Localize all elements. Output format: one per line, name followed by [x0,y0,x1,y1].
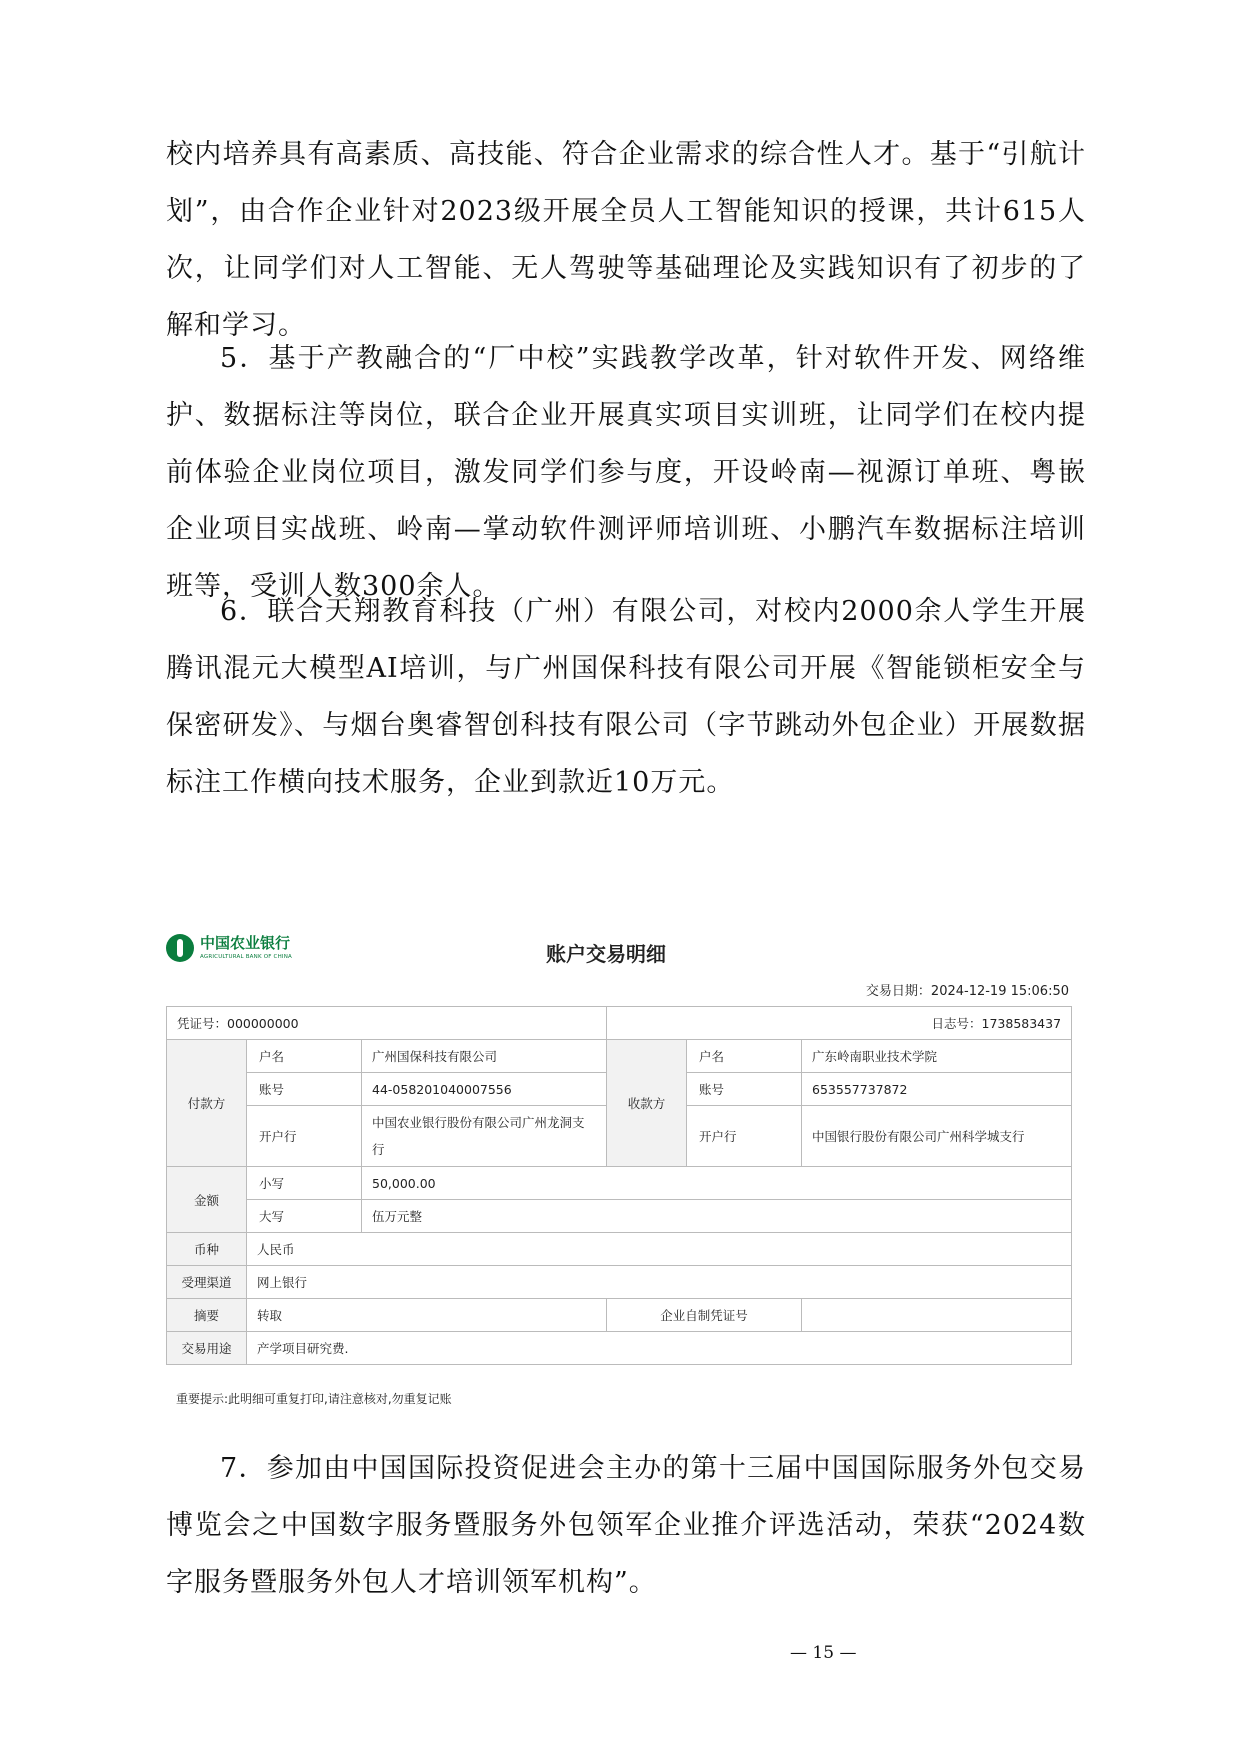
amount-lower-label: 小写 [247,1167,362,1200]
table-row [167,1040,1072,1073]
summary-label: 摘要 [167,1299,247,1332]
purpose: 产学项目研究费. [247,1332,1072,1365]
amount-lower: 50,000.00 [362,1167,1072,1200]
table-row [167,1200,1072,1233]
channel: 网上银行 [247,1266,1072,1299]
paragraph-item-7: 7．参加由中国国际投资促进会主办的第十三届中国国际服务外包交易博览会之中国数字服务暨服务外包领军企业推介评选活动，荣获“2024数字服务暨服务外包人才培训领军机构”。 [166,1453,1086,1598]
payer-bank-label: 开户行 [247,1106,362,1167]
receipt-note: 重要提示:此明细可重复打印,请注意核对,勿重复记账 [176,1392,452,1406]
receipt-title: 账户交易明细 [546,942,666,966]
bank-logo [166,932,336,972]
bank-name: 中国农业银行 [200,934,291,952]
log-number: 日志号：1738583437 [607,1007,1072,1040]
payee-name-label: 户名 [687,1040,802,1073]
currency: 人民币 [247,1233,1072,1266]
payer-name: 广州国保科技有限公司 [362,1040,607,1073]
payer-bank: 中国农业银行股份有限公司广州龙洞支行 [362,1106,607,1167]
channel-label: 受理渠道 [167,1266,247,1299]
enterprise-voucher-label: 企业自制凭证号 [607,1299,802,1332]
payee-bank-label: 开户行 [687,1106,802,1167]
table-row [167,1007,1072,1040]
table-row [167,1266,1072,1299]
trade-date: 交易日期：2024-12-19 15:06:50 [865,984,1069,999]
table-row [167,1233,1072,1266]
table-row [167,1167,1072,1200]
payee-label: 收款方 [607,1040,687,1167]
paragraph-item-5: 5．基于产教融合的“厂中校”实践教学改革，针对软件开发、网络维护、数据标注等岗位，联合企业开展真实项目实训班，让同学们在校内提前体验企业岗位项目，激发同学们参与度，开设岭南—视源订单班、粤嵌企业项目实战班、岭南—掌动软件测评师培训班、小鹏汽车数据标注培训班等，受训人数300余人。 [166,343,1086,602]
summary: 转取 [247,1299,607,1332]
payee-bank: 中国银行股份有限公司广州科学城支行 [802,1106,1072,1167]
amount-upper-label: 大写 [247,1200,362,1233]
table-row [167,1332,1072,1365]
bank-transaction-receipt [166,928,1071,1408]
bank-name-en: AGRICULTURAL BANK OF CHINA [200,954,293,960]
purpose-label: 交易用途 [167,1332,247,1365]
payee-name: 广东岭南职业技术学院 [802,1040,1072,1073]
table-row [167,1299,1072,1332]
paragraph-training: 校内培养具有高素质、高技能、符合企业需求的综合性人才。基于“引航计划”，由合作企业针对2023级开展全员人工智能知识的授课，共计615人次，让同学们对人工智能、无人驾驶等基础理论及实践知识有了初步的了解和学习。 [166,139,1086,341]
payer-label: 付款方 [167,1040,247,1167]
page-number: — 15 — [790,1643,857,1663]
enterprise-voucher [802,1299,1072,1332]
voucher-number: 凭证号：000000000 [167,1007,607,1040]
amount-upper: 伍万元整 [362,1200,1072,1233]
abc-logo-icon [166,934,194,962]
payer-account: 44-058201040007556 [362,1073,607,1106]
currency-label: 币种 [167,1233,247,1266]
amount-label: 金额 [167,1167,247,1233]
payee-account-label: 账号 [687,1073,802,1106]
payer-account-label: 账号 [247,1073,362,1106]
payee-account: 653557737872 [802,1073,1072,1106]
payer-name-label: 户名 [247,1040,362,1073]
paragraph-item-6: 6．联合天翔教育科技（广州）有限公司，对校内2000余人学生开展腾讯混元大模型AI培训，与广州国保科技有限公司开展《智能锁柜安全与保密研发》、与烟台奥睿智创科技有限公司（字节跳动外包企业）开展数据标注工作横向技术服务，企业到款近10万元。 [166,596,1086,798]
receipt-table [166,1006,1072,1365]
